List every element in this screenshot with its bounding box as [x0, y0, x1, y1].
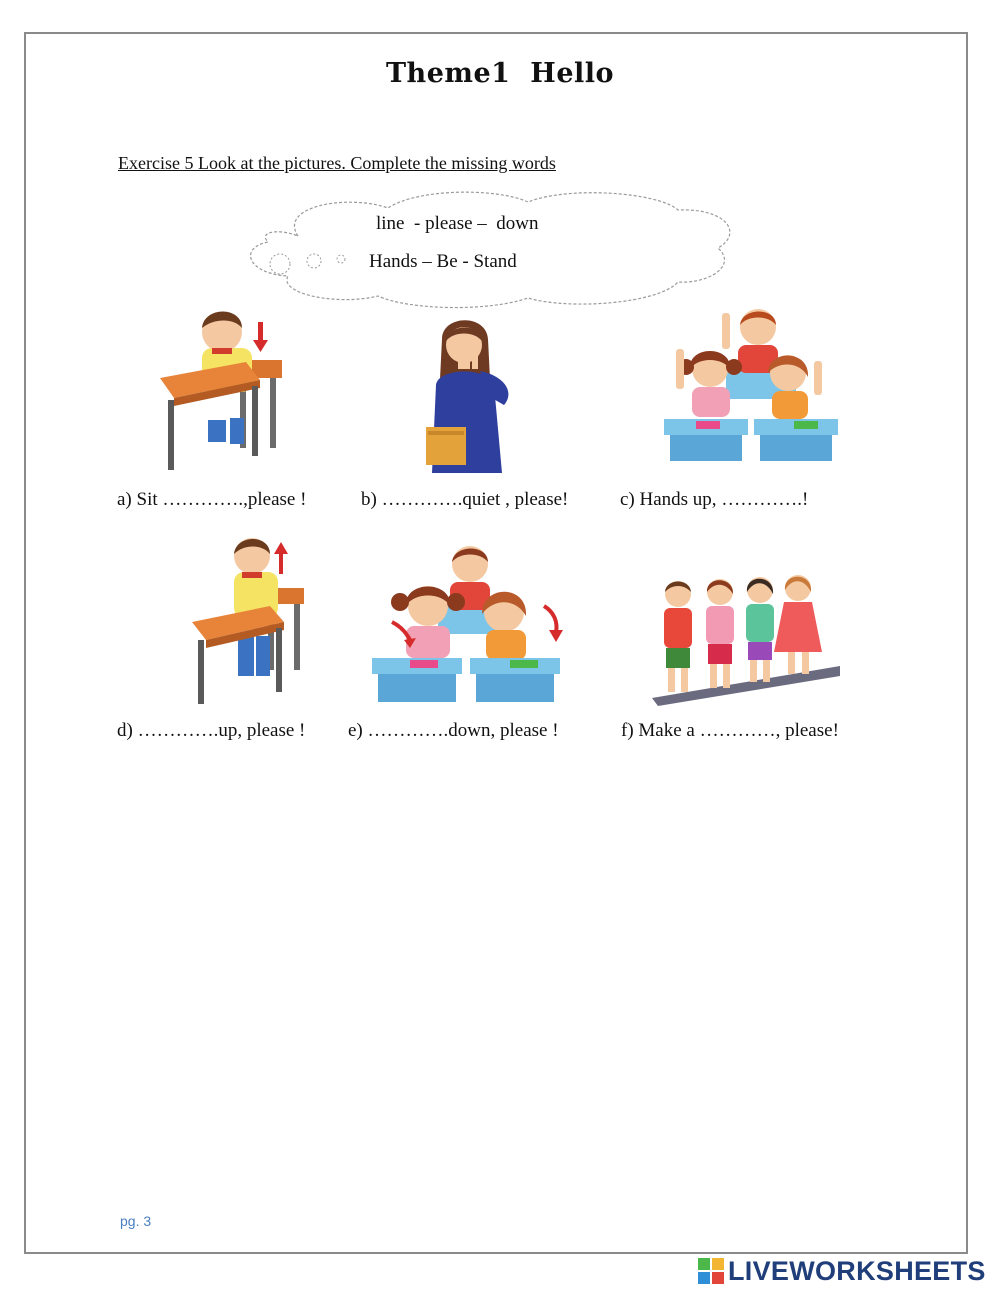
- boy-sitting-at-desk-image: [158, 300, 288, 475]
- word-bank-line-1: line - please – down: [376, 213, 539, 234]
- children-putting-hands-down-image: [370, 540, 568, 705]
- teacher-finger-on-lips-image: [424, 315, 524, 475]
- boy-standing-up-from-desk-image: [190, 532, 308, 707]
- item-c-caption: c) Hands up, ………….!: [620, 489, 809, 510]
- exercise-instruction: Exercise 5 Look at the pictures. Complete the missing words: [118, 153, 556, 173]
- item-f-caption: f) Make a …………, please!: [621, 720, 839, 741]
- item-a-caption: a) Sit ………….,please !: [117, 489, 307, 510]
- item-e-caption: e) ………….down, please !: [348, 720, 559, 741]
- page-number: pg. 3: [120, 1213, 152, 1229]
- page-title: Theme1 Hello: [385, 58, 615, 89]
- liveworksheets-logo-icon: [698, 1258, 724, 1284]
- brand-name: LIVEWORKSHEETS: [728, 1255, 986, 1286]
- item-b-caption: b) ………….quiet , please!: [361, 489, 569, 510]
- children-in-a-line-image: [652, 572, 842, 706]
- word-bank-cloud: [238, 186, 748, 314]
- liveworksheets-logo[interactable]: [698, 1256, 986, 1286]
- item-d-caption: d) ………….up, please !: [117, 720, 306, 741]
- children-raising-hands-image: [662, 305, 840, 465]
- word-bank-line-2: Hands – Be - Stand: [369, 251, 517, 272]
